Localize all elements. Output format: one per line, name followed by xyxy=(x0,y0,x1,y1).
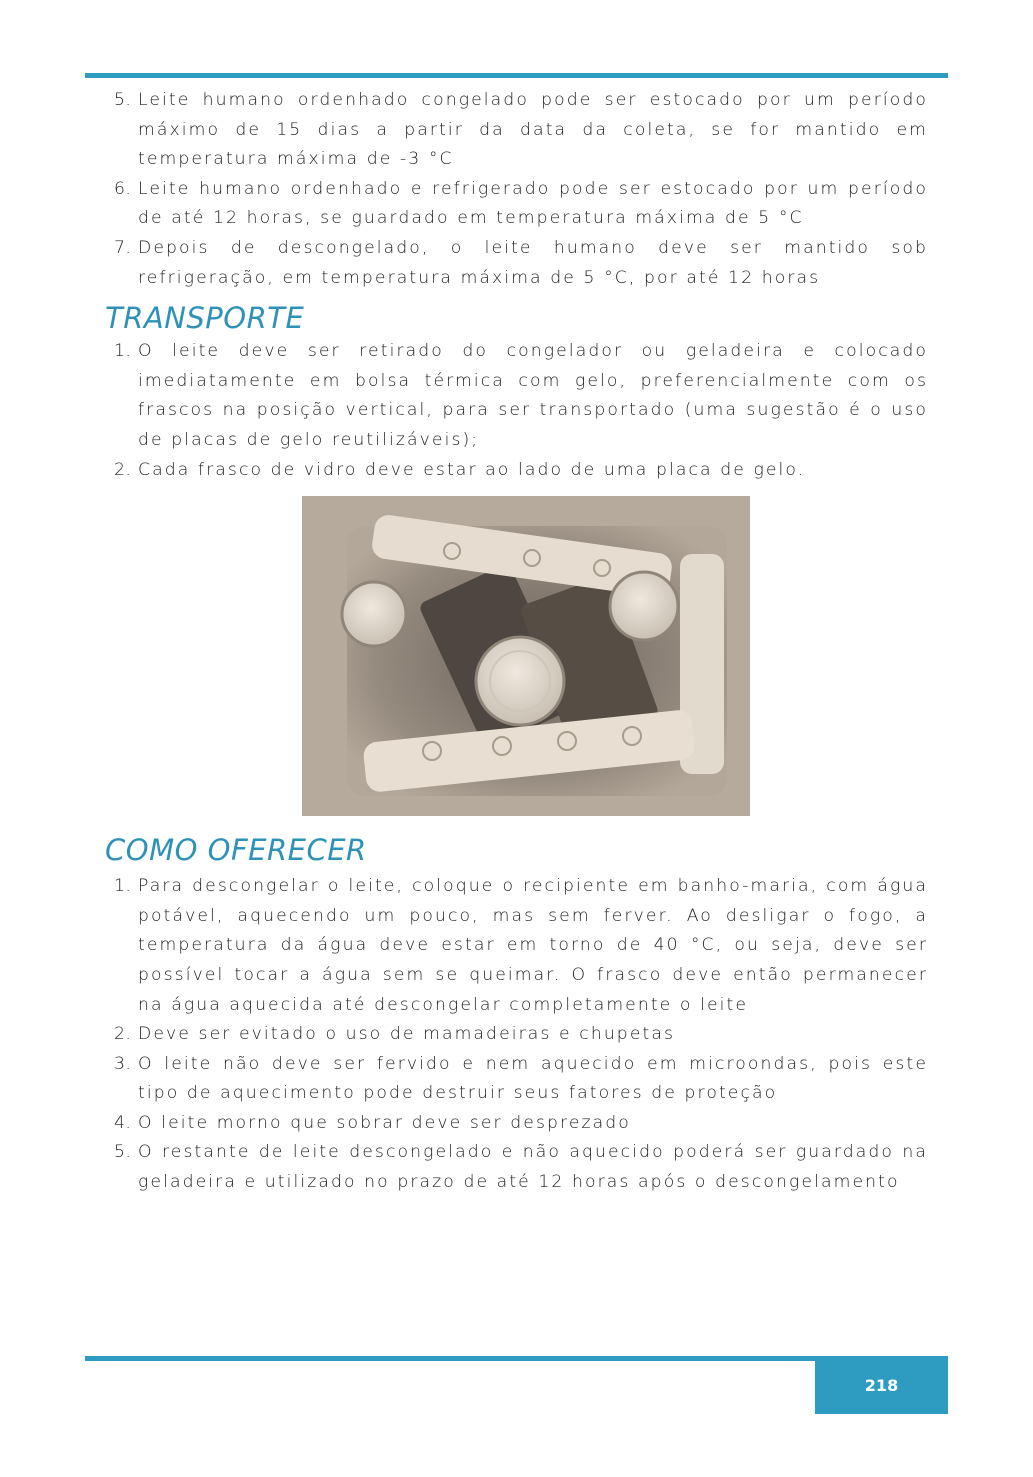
como-oferecer-list xyxy=(105,872,928,1198)
list-item xyxy=(105,456,928,486)
list-item xyxy=(105,86,928,175)
item-number: 6. xyxy=(114,178,132,199)
item-text: O leite morno que sobrar deve ser desprezado xyxy=(138,1112,631,1133)
storage-list xyxy=(105,86,928,293)
section-heading-transporte: TRANSPORTE xyxy=(105,301,305,336)
list-item xyxy=(105,872,928,1020)
item-text: Leite humano ordenhado congelado pode ser estocado por um período máximo de 15 dias a partir da data da coleta, se for mantido em temperatura máxima de -3 °C xyxy=(138,90,928,170)
item-number: 5. xyxy=(114,90,132,110)
list-item xyxy=(105,1109,928,1139)
list-item xyxy=(105,234,928,293)
item-number: 7. xyxy=(114,237,132,258)
item-number: 2. xyxy=(114,459,132,480)
page-number-box xyxy=(815,1356,948,1414)
item-text: O restante de leite descongelado e não aquecido poderá ser guardado na geladeira e utilizado no prazo de até 12 horas após o descongelamento xyxy=(138,1142,928,1193)
item-text: O leite não deve ser fervido e nem aquecido em microondas, pois este tipo de aquecimento pode destruir seus fatores de proteção xyxy=(138,1053,928,1104)
item-text: Cada frasco de vidro deve estar ao lado de uma placa de gelo. xyxy=(138,459,806,480)
transporte-list xyxy=(105,337,928,485)
list-item xyxy=(105,1020,928,1050)
item-number: 5. xyxy=(114,1142,132,1163)
item-number: 1. xyxy=(114,341,132,362)
page-content xyxy=(105,86,928,1198)
section-heading-como-oferecer: COMO OFERECER xyxy=(105,833,367,868)
item-text: O leite deve ser retirado do congelador ou geladeira e colocado imediatamente em bolsa térmica com gelo, preferencialmente com os frascos na posição vertical, para ser transportado (uma sugestão é o uso de placas de gelo reutilizáveis); xyxy=(138,341,928,450)
item-text: Para descongelar o leite, coloque o recipiente em banho-maria, com água potável, aquecendo um pouco, mas sem ferver. Ao desligar o fogo, a temperatura da água deve estar em torno de 40 °C, ou seja, deve ser possível tocar a água sem se queimar. O frasco deve então permanecer na água aquecida até descongelar completamente o leite xyxy=(138,876,928,1015)
item-text: Leite humano ordenhado e refrigerado pode ser estocado por um período de até 12 horas, se guardado em temperatura máxima de 5 °C xyxy=(138,178,928,229)
list-item xyxy=(105,175,928,234)
list-item xyxy=(105,1050,928,1109)
page-number: 218 xyxy=(864,1375,899,1395)
item-text: Deve ser evitado o uso de mamadeiras e chupetas xyxy=(138,1024,676,1045)
item-number: 1. xyxy=(114,876,132,897)
top-rule xyxy=(85,73,948,78)
cooler-photo-illustration xyxy=(302,496,750,816)
item-number: 4. xyxy=(114,1112,132,1133)
item-number: 2. xyxy=(114,1024,132,1045)
cooler-photo xyxy=(302,496,750,816)
list-item xyxy=(105,337,928,455)
item-text: Depois de descongelado, o leite humano deve ser mantido sob refrigeração, em temperatura máxima de 5 °C, por até 12 horas xyxy=(138,237,928,288)
list-item xyxy=(105,1138,928,1197)
item-number: 3. xyxy=(114,1053,132,1074)
